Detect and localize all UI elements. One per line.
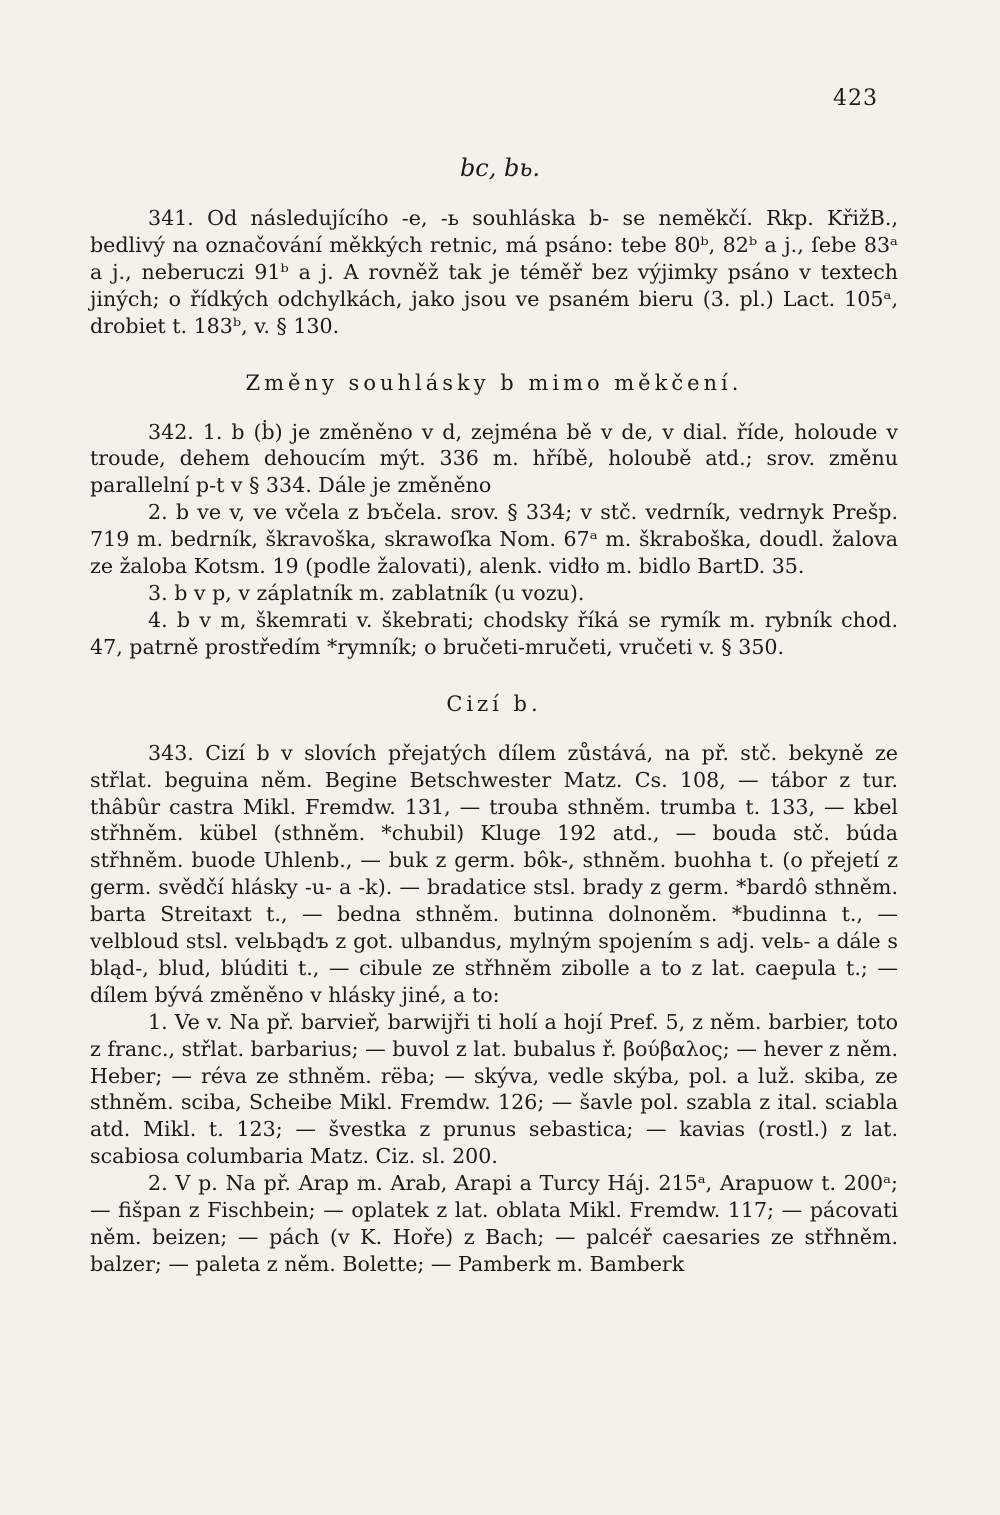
body-text bbox=[90, 205, 898, 1278]
section-heading-foreign: Cizí b. bbox=[446, 691, 542, 716]
paragraph-343-1: 1. Ve v. Na př. barvieř, barwijři ti holí a hojí Pref. 5, z něm. barbier, toto z franc., střlat. barbarius; — buvol z lat. bubalus ř. βούβαλος; — hever z něm. Heber; — réva ze sthněm. rëba; — skýva, vedle skýba, pol. a luž. skiba, ze sthněm. sciba, Scheibe Mikl. Fremdw. 126; — šavle pol. szabla z ital. sciabla atd. Mikl. t. 123; — švestka z prunus sebastica; — kavias (rostl.) z lat. scabiosa columbaria Matz. Ciz. sl. 200. bbox=[90, 1009, 898, 1169]
paragraph-341: 341. Od následujícího -e, -ь souhláska b- se neměkčí. Rkp. KřižB., bedlivý na označování měkkých retnic, má psáno: tebe 80ᵇ, 82ᵇ a j., ſebe 83ᵃ a j., neberuczi 91ᵇ a j. A rovněž tak je téměř bez výjimky psáno v textech jiných; o řídkých odchylkách, jako jsou ve psaném bieru (3. pl.) Lact. 105ᵃ, drobiet t. 183ᵇ, v. § 130. bbox=[90, 206, 898, 338]
paragraph-343: 343. Cizí b v slovích přejatých dílem zůstává, na př. stč. bekyně ze střlat. beguina něm. Begine Betschwester Matz. Cs. 108, — tábor z tur. thâbûr castra Mikl. Fremdw. 131, — trouba sthněm. trumba t. 133, — kbel střhněm. kübel (sthněm. *chubil) Kluge 192 atd., — bouda stč. búda střhněm. buode Uhlenb., — buk z germ. bôk-, sthněm. buohha t. (o přejetí z germ. svědčí hlásky -u- a -k). — bradatice stsl. brady z germ. *bardô sthněm. barta Streitaxt t., — bedna sthněm. butinna dolnoněm. *budinna t., — velbloud stsl. velьbądъ z got. ulbandus, mylným spojením s adj. velь- a dále s bląd-, blud, blúditi t., — cibule ze střhněm zibolle a to z lat. caepula t.; — dílem bývá změněno v hlásky jiné, a to: bbox=[90, 740, 898, 1007]
paragraph-342-1: 342. 1. b (ḃ) je změněno v d, zejména bě v de, v dial. říde, holoude v troude, dehem dehoucím mýt. 336 m. hříbě, holoubě atd.; srov. změnu parallelní p-t v § 334. Dále je změněno bbox=[90, 419, 898, 498]
paragraph-342-2: 2. b ve v, ve včela z bъčela. srov. § 334; v stč. vedrník, vedrnyk Prešp. 719 m. bedrník, škravoška, skrawoſka Nom. 67ᵃ m. škraboška, doudl. žalova ze žaloba Kotsm. 19 (podle žalovati), alenk. vidło m. bidlo BartD. 35. bbox=[90, 500, 898, 579]
paragraph-342-4: 4. b v m, škemrati v. škebrati; chodsky říká se rymík m. rybník chod. 47, patrně prostředím *rymník; o bručeti-mručeti, vručeti v. § 350. bbox=[90, 607, 898, 659]
paragraph-342-3: 3. b v p, v záplatník m. zablatník (u vozu). bbox=[148, 580, 585, 605]
page-number: 423 bbox=[833, 86, 878, 111]
section-heading-changes: Změny souhlásky b mimo měkčení. bbox=[245, 370, 743, 395]
paragraph-343-2: 2. V p. Na př. Arap m. Arab, Arapi a Turcy Háj. 215ᵃ, Arapuow t. 200ᵃ; — fišpan z Fischbein; — oplatek z lat. oblata Mikl. Fremdw. 117; — pácovati něm. beizen; — pách (v K. Hoře) z Bach; — palcéř caesaries ze střhněm. balzer; — paleta z něm. Bolette; — Pamberk m. Bamberk bbox=[90, 1171, 898, 1276]
running-head: bc, bь. bbox=[459, 154, 541, 182]
